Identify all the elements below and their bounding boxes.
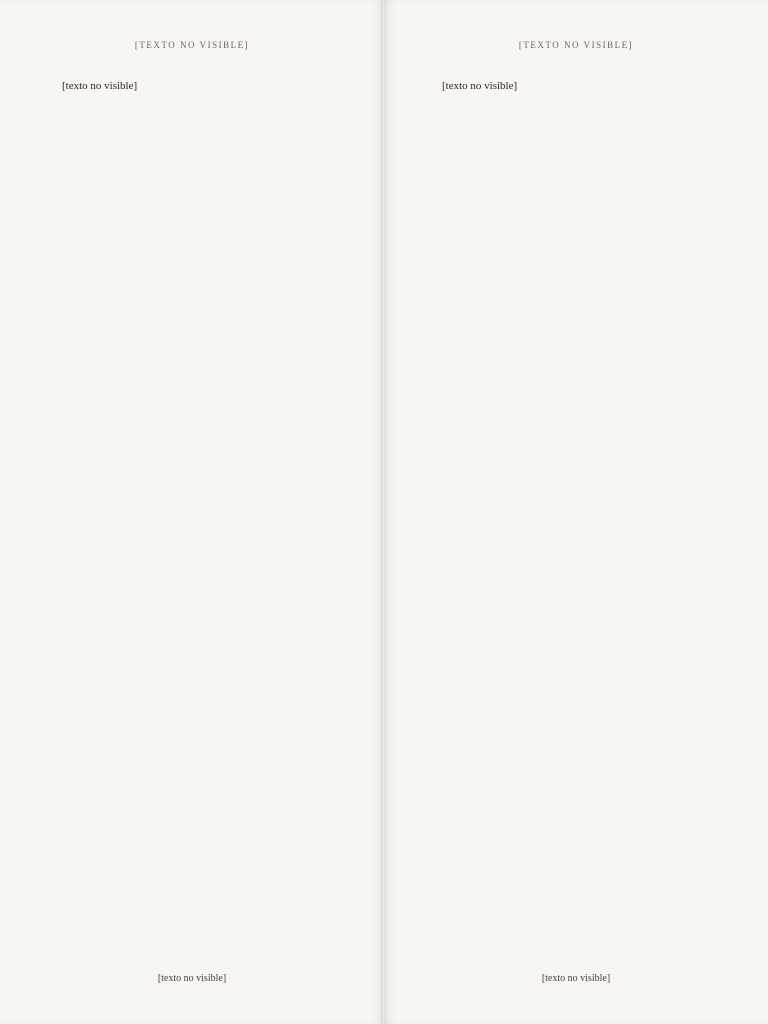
page-number-right: [texto no visible] [541,973,611,984]
paragraph: [texto no visible] [62,80,138,92]
page-number-left: [texto no visible] [157,973,227,984]
right-page [384,0,768,1024]
body-text-left [48,78,340,102]
body-text-right [428,78,720,102]
running-head-right: [TEXTO NO VISIBLE] [518,40,634,50]
paragraph: [texto no visible] [442,80,518,92]
running-head-left: [TEXTO NO VISIBLE] [134,40,250,50]
